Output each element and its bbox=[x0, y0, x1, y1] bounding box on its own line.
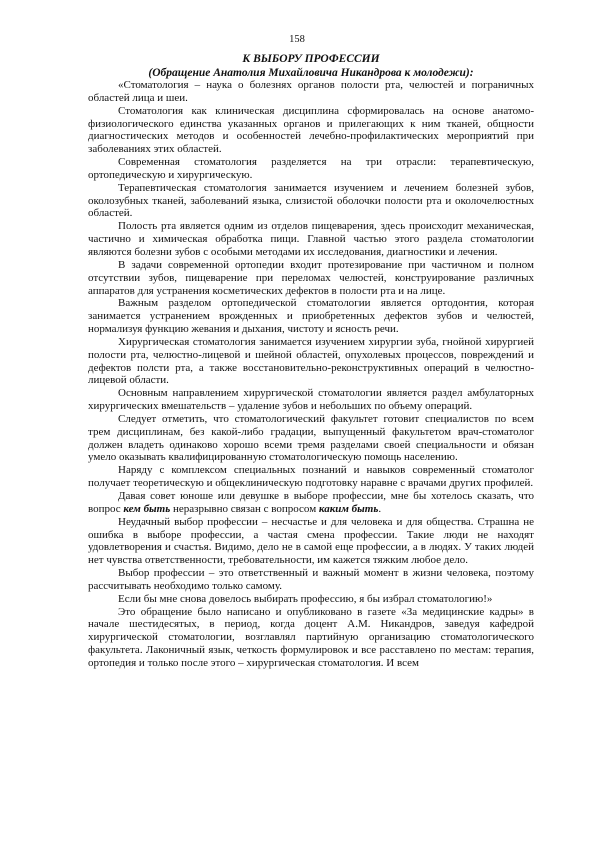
text-run: неразрывно связан с вопросом bbox=[170, 502, 319, 515]
paragraph: Это обращение было написано и опубликовано в газете «За медицинские кадры» в начале шестидесятых, в период, когда доцент А.М. Никандров, заведуя кафедрой хирургической стоматологии, возглавлял партийную организацию стоматологического факультета. Лаконичный язык, четкость формулировок и все расставлено по местам: терапия, ортопедия и только после этого – хирургическая стоматология. И всем bbox=[88, 605, 534, 669]
paragraph: Стоматология как клиническая дисциплина сформировалась на основе анатомо-физиологического единства указанных органов и прилегающих к ним тканей, общности диагностических методов и особенностей лечебно-профилактических мероприятий при заболеваниях этих областей. bbox=[88, 104, 534, 156]
paragraph: Полость рта является одним из отделов пищеварения, здесь происходит механическая, частично и химическая обработка пищи. Главной частью этого раздела стоматологии являются болезни зубов с особыми методами их исследования, диагностики и лечения. bbox=[88, 220, 534, 258]
paragraph: «Стоматология – наука о болезнях органов полости рта, челюстей и пограничных областей лица и шеи. bbox=[88, 79, 534, 104]
paragraph: Современная стоматология разделяется на три отрасли: терапевтическую, ортопедическую и хирургическую. bbox=[88, 156, 534, 181]
text-run: Давая совет юноше или девушке в выборе профессии, мне бы хотелось сказать, что вопрос bbox=[88, 490, 534, 515]
paragraph: Важным разделом ортопедической стоматологии является ортодонтия, которая занимается устранением врожденных и приобретенных дефектов зубов и челюстей, нормализуя функцию жевания и дыхания, чистоту и ясность речи. bbox=[88, 297, 534, 336]
body-text bbox=[88, 79, 534, 670]
paragraph: Следует отметить, что стоматологический факультет готовит специалистов по всем трем дисциплинам, без какой-либо градации, выпущенный факультетом врач-стоматолог должен владеть одинаково хорошо всеми тремя разделами своей специальности и обязан умело оказывать квалифицированную стоматологическую помощь населению. bbox=[88, 412, 534, 464]
emphasis-kakim-byt: каким быть bbox=[318, 502, 379, 515]
page-number: 158 bbox=[289, 34, 305, 45]
paragraph: Неудачный выбор профессии – несчастье и для человека и для общества. Страшна не ошибка в выборе профессии, а частая смена профессии. Такие люди не находят удовлетворения и счастья. Видимо, дело не в самой еще профессии, а в людях. У таких людей нет чувства ответственности, требовательности, им кажется тяжким любое дело. bbox=[88, 515, 534, 567]
document-subtitle: (Обращение Анатолия Михайловича Никандрова к молодежи): bbox=[148, 66, 474, 79]
emphasis-kem-byt: кем быть bbox=[123, 502, 171, 515]
paragraph: Выбор профессии – это ответственный и важный момент в жизни человека, поэтому рассчитывать необходимо только самому. bbox=[88, 567, 534, 592]
paragraph: В задачи современной ортопедии входит протезирование при частичном и полном отсутствии зубов, пищеварение при переломах челюстей, конструирование различных аппаратов для устранения косметических дефектов в полости рта и на лице. bbox=[88, 258, 534, 297]
document-title: К ВЫБОРУ ПРОФЕССИИ bbox=[242, 53, 380, 65]
paragraph: Хирургическая стоматология занимается изучением хирургии зуба, гнойной хирургией полости рта, челюстно-лицевой и шейной областей, опухолевых процессов, повреждений и дефектов полсти рта, а также восстановительно-реконструктивных операций в челюстно-лицевой области. bbox=[88, 335, 534, 387]
paragraph: Если бы мне снова довелось выбирать профессию, я бы избрал стоматологию!» bbox=[118, 592, 493, 605]
paragraph: Основным направлением хирургической стоматологии является раздел амбулаторных хирургических вмешательств – удаление зубов и небольших по объему операций. bbox=[88, 387, 534, 413]
paragraph: Терапевтическая стоматология занимается изучением и лечением болезней зубов, околозубных тканей, заболеваний языка, слизистой оболочки полости рта и околочелюстных областей. bbox=[88, 181, 534, 220]
paragraph: Наряду с комплексом специальных познаний и навыков современный стоматолог получает теоретическую и общеклиническую подготовку наравне с врачами других профилей. bbox=[88, 464, 534, 490]
text-run: . bbox=[378, 502, 382, 515]
paragraph-choice bbox=[88, 490, 534, 516]
